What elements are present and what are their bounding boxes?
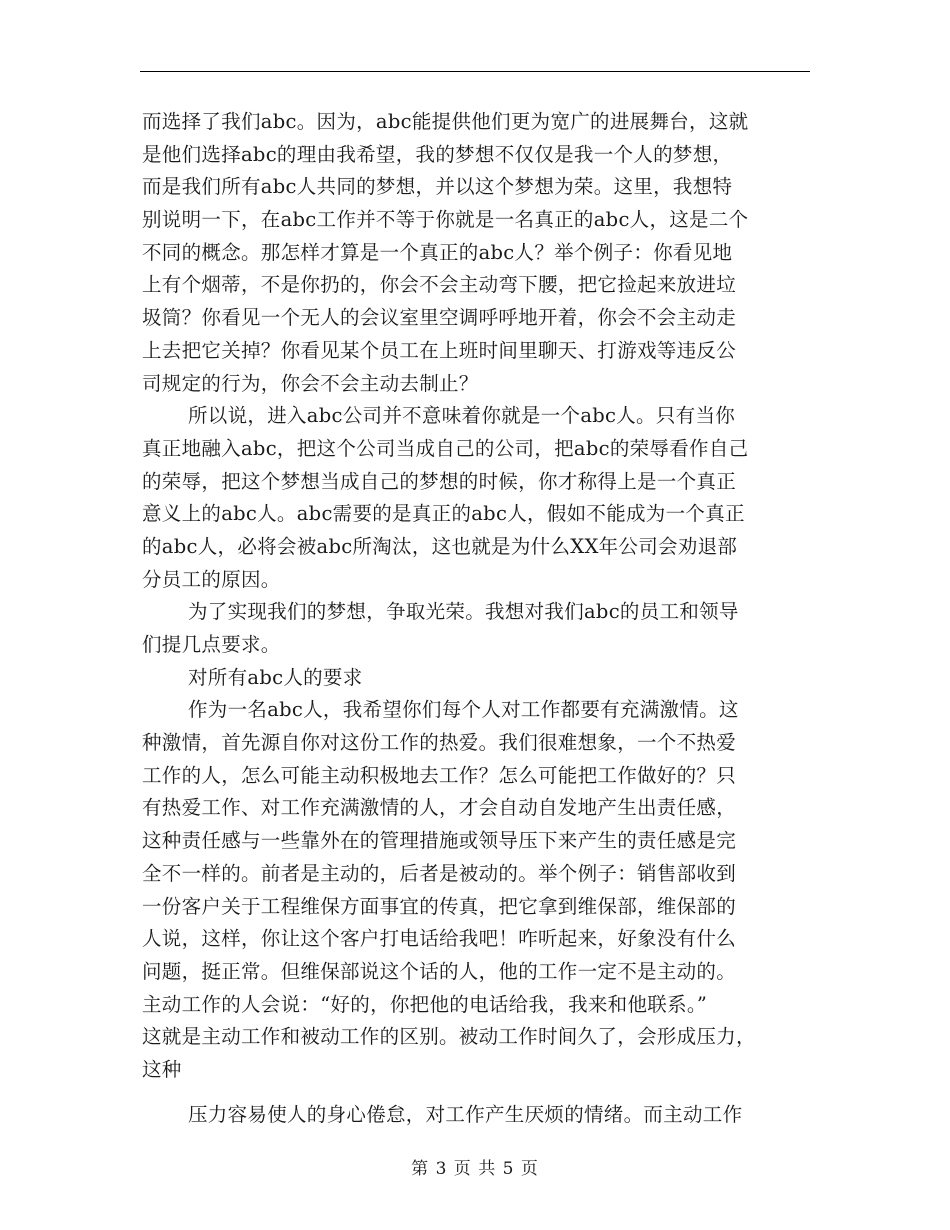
text-line: 这种: [142, 1057, 182, 1081]
text-line: 而是我们所有abc人共同的梦想，并以这个梦想为荣。这里，我想特: [142, 175, 733, 199]
text-line: 上有个烟蒂，不是你扔的，你会不会主动弯下腰，把它捡起来放进垃: [142, 273, 737, 297]
text-line: 有热爱工作、对工作充满激情的人，才会自动自发地产生出责任感，: [142, 796, 737, 820]
text-line: 为了实现我们的梦想，争取光荣。我想对我们abc的员工和领导: [188, 600, 739, 624]
header-rule: [140, 71, 810, 72]
text-line: 这就是主动工作和被动工作的区别。被动工作时间久了，会形成压力，: [142, 1025, 756, 1049]
text-line: 真正地融入abc，把这个公司当成自己的公司，把abc的荣辱看作自己: [142, 436, 749, 460]
text-line: 分员工的原因。: [142, 567, 281, 591]
text-line: 一份客户关于工程维保方面事宜的传真，把它拿到维保部，维保部的: [142, 894, 737, 918]
text-line: 工作的人，怎么可能主动积极地去工作？怎么可能把工作做好的？只: [142, 763, 737, 787]
text-line: 司规定的行为，你会不会主动去制止？: [142, 371, 479, 395]
text-line: 这种责任感与一些靠外在的管理措施或领导压下来产生的责任感是完: [142, 829, 737, 853]
text-line: 而选择了我们abc。因为，abc能提供他们更为宽广的进展舞台，这就: [142, 110, 749, 133]
text-line: 全不一样的。前者是主动的，后者是被动的。举个例子：销售部收到: [142, 861, 737, 885]
text-line: 们提几点要求。: [142, 633, 281, 656]
text-line: 所以说，进入abc公司并不意味着你就是一个abc人。只有当你: [188, 404, 736, 428]
text-line: 意义上的abc人。abc需要的是真正的abc人，假如不能成为一个真正: [142, 502, 745, 526]
text-line: 别说明一下，在abc工作并不等于你就是一名真正的abc人，这是二个: [142, 208, 749, 232]
text-line: 作为一名abc人，我希望你们每个人对工作都要有充满激情。这: [188, 698, 739, 722]
text-line: 压力容易使人的身心倦怠，对工作产生厌烦的情绪。而主动工作: [188, 1102, 743, 1126]
document-body: [142, 106, 814, 1131]
text-line: 圾筒？你看见一个无人的会议室里空调呼呼地开着，你会不会主动走: [142, 306, 737, 330]
text-line: 人说，这样，你让这个客户打电话给我吧！咋听起来，好象没有什么: [142, 927, 737, 951]
text-line: 是他们选择abc的理由我希望，我的梦想不仅仅是我一个人的梦想，: [142, 142, 733, 166]
text-line: 上去把它关掉？你看见某个员工在上班时间里聊天、打游戏等违反公: [142, 338, 737, 362]
text-line: 问题，挺正常。但维保部说这个话的人，他的工作一定不是主动的。: [142, 959, 737, 983]
text-line: 种激情，首先源自你对这份工作的热爱。我们很难想象，一个不热爱: [142, 731, 737, 755]
text-line: 不同的概念。那怎样才算是一个真正的abc人？举个例子：你看见地: [142, 240, 733, 264]
text-line: 的abc人，必将会被abc所淘汰，这也就是为什么XX年公司会劝退部: [142, 534, 738, 558]
text-line: 的荣辱，把这个梦想当成自己的梦想的时候，你才称得上是一个真正: [142, 469, 737, 493]
text-line: 对所有abc人的要求: [188, 665, 363, 689]
page-number-footer: 第 3 页 共 5 页: [411, 1159, 539, 1179]
text-line: 主动工作的人会说：“好的，你把他的电话给我，我来和他联系。”: [142, 992, 708, 1016]
